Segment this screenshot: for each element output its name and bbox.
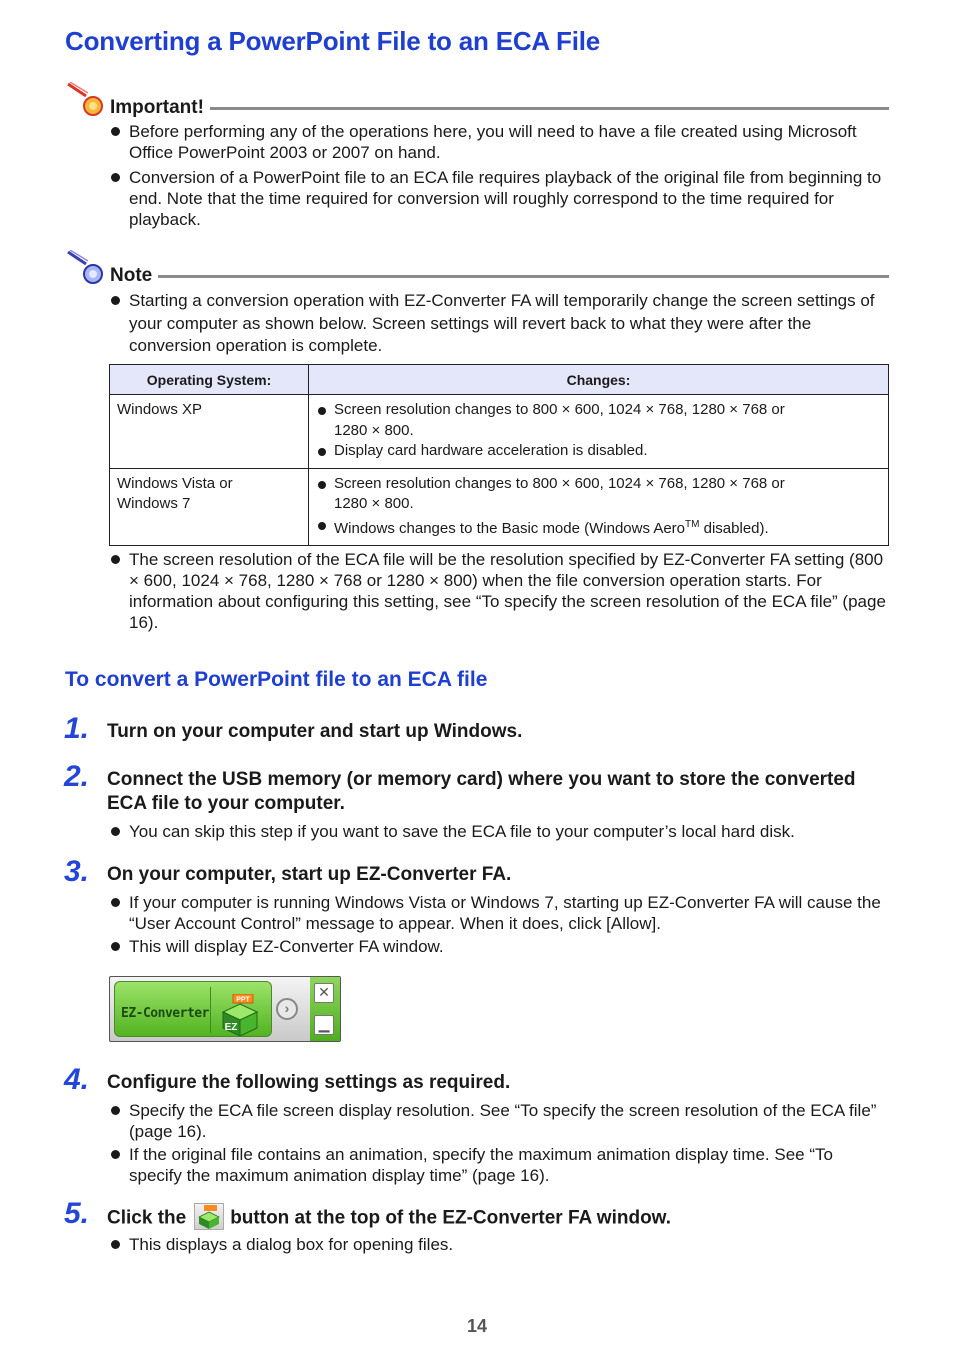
step-number: 4. <box>64 1063 90 1096</box>
note-pencil-icon <box>66 250 106 286</box>
note-after-list <box>109 549 889 633</box>
procedure-title: To convert a PowerPoint file to an ECA file <box>65 668 488 691</box>
list-item: If your computer is running Windows Vista or Windows 7, starting up EZ-Converter FA will cause the “User Account Control” message to appear. When it does, click [Allow]. <box>109 892 889 934</box>
aero-text-pre: Windows changes to the Basic mode (Windows Aero <box>334 519 685 537</box>
changes-table <box>109 364 889 546</box>
ppt-tag: PPT <box>236 996 250 1004</box>
expand-arrow-button[interactable]: › <box>276 998 298 1020</box>
ppt-convert-icon[interactable] <box>219 994 259 1032</box>
important-rule <box>210 107 889 110</box>
important-header <box>66 82 889 118</box>
list-item: This displays a dialog box for opening files. <box>109 1234 889 1255</box>
note-intro-list <box>109 290 889 358</box>
step-text: On your computer, start up EZ-Converter FA. <box>107 864 512 885</box>
ez-tag: EZ <box>224 1022 238 1033</box>
table-cell-changes <box>309 395 889 469</box>
page-title: Converting a PowerPoint File to an ECA File <box>65 26 601 56</box>
list-item: You can skip this step if you want to save the ECA file to your computer’s local hard disk. <box>109 821 889 842</box>
list-item: Display card hardware acceleration is disabled. <box>316 441 881 462</box>
table-cell-os: Windows XP <box>110 395 309 469</box>
changes-list <box>316 400 881 462</box>
table-header-row <box>110 365 889 395</box>
list-item: If the original file contains an animation, specify the maximum animation display time. See “To specify the maximum animation display time” (page 16). <box>109 1144 889 1186</box>
ez-converter-logo: EZ-Converter <box>121 1006 209 1021</box>
table-cell-os: Windows Vista or Windows 7 <box>110 468 309 546</box>
step-2-bullets <box>109 821 889 842</box>
list-item: Starting a conversion operation with EZ-Converter FA will temporarily change the screen settings of your computer as shown below. Screen settings will revert back to what they were after the conversion operation is complete. <box>109 290 889 358</box>
step-text: Configure the following settings as required. <box>107 1072 511 1093</box>
step-number: 5. <box>64 1197 90 1230</box>
important-label: Important! <box>110 97 204 118</box>
list-item <box>316 515 881 540</box>
list-item: Screen resolution changes to 800 × 600, 1024 × 768, 1280 × 768 or 1280 × 800. <box>316 400 881 441</box>
table-header-os: Operating System: <box>110 365 309 395</box>
minimize-icon[interactable]: ▁ <box>314 1015 334 1035</box>
step-5-text-pre: Click the <box>107 1207 187 1229</box>
step-5-bullets <box>109 1234 889 1255</box>
step-1 <box>64 714 904 744</box>
note-rule <box>158 275 889 278</box>
trademark-sup: TM <box>685 518 700 530</box>
list-item: Screen resolution changes to 800 × 600, 1024 × 768, 1280 × 768 or 1280 × 800. <box>316 474 881 515</box>
ppt-button-icon <box>194 1203 224 1230</box>
note-header <box>66 250 889 286</box>
list-item: Specify the ECA file screen display resolution. See “To specify the screen resolution of the ECA file” (page 16). <box>109 1100 889 1142</box>
step-3 <box>64 857 904 887</box>
window-controls <box>310 977 340 1041</box>
list-item: Before performing any of the operations here, you will need to have a file created using Microsoft Office PowerPoint 2003 or 2007 on hand. <box>109 121 889 163</box>
important-list <box>109 121 889 230</box>
step-4-bullets <box>109 1100 889 1186</box>
ez-converter-panel[interactable] <box>114 981 272 1037</box>
step-number: 3. <box>64 855 90 888</box>
close-icon[interactable]: ✕ <box>314 983 334 1003</box>
step-4 <box>64 1065 904 1095</box>
panel-divider <box>210 987 211 1033</box>
step-text <box>107 1199 671 1232</box>
aero-text-post: disabled). <box>699 519 769 537</box>
list-item: The screen resolution of the ECA file will be the resolution specified by EZ-Converter FA setting (800 × 600, 1024 × 768, 1280 × 768 or 1280 × 800) when the file conversion operation starts. For information about configuring this setting, see “To specify the screen resolution of the ECA file” (page 16). <box>109 549 889 633</box>
important-pencil-icon <box>66 82 106 118</box>
list-item: Conversion of a PowerPoint file to an ECA file requires playback of the original file from beginning to end. Note that the time required for conversion will roughly correspond to the time required for playback. <box>109 167 889 230</box>
step-3-bullets <box>109 892 889 957</box>
table-row <box>110 468 889 546</box>
step-number: 1. <box>64 712 90 745</box>
table-row <box>110 395 889 469</box>
page-number: 14 <box>466 1316 488 1336</box>
step-5 <box>64 1199 904 1232</box>
step-text: Connect the USB memory (or memory card) where you want to store the converted ECA file to your computer. <box>107 769 856 814</box>
table-cell-changes <box>309 468 889 546</box>
ez-converter-window <box>109 976 341 1042</box>
step-5-text-post: button at the top of the EZ-Converter FA window. <box>230 1207 672 1229</box>
table-header-changes: Changes: <box>309 365 889 395</box>
changes-list <box>316 474 881 540</box>
step-text: Turn on your computer and start up Windows. <box>107 721 523 742</box>
list-item: This will display EZ-Converter FA window. <box>109 936 889 957</box>
step-2 <box>64 762 904 816</box>
step-number: 2. <box>64 760 90 793</box>
note-label: Note <box>110 265 153 286</box>
